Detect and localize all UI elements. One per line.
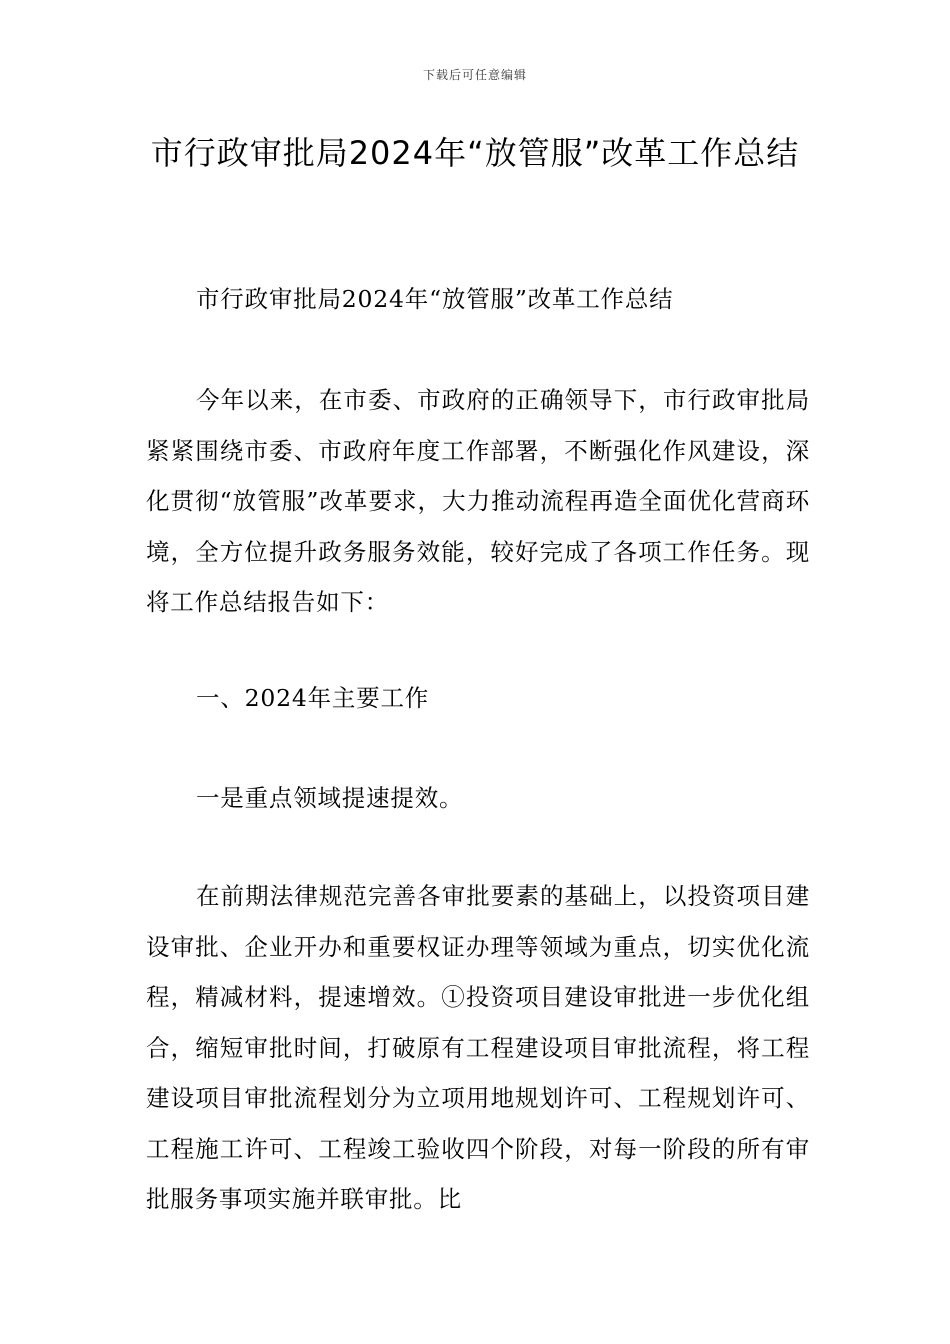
paragraph-subtitle: 市行政审批局2024年“放管服”改革工作总结 (196, 285, 674, 313)
paragraph-body: 在前期法律规范完善各审批要素的基础上，以投资项目建设审批、企业开办和重要权证办理等领域为重点，切实优化流程，精减材料，提速增效。①投资项目建设审批进一步优化组合，缩短审批时间，打破原有工程建设项目审批流程，将工程建设项目审批流程划分为立项用地规划许可、工程规划许可、工程施工许可、工程竣工验收四个阶段，对每一阶段的所有审批服务事项实施并联审批。比 (146, 882, 810, 1213)
paragraph-intro: 今年以来，在市委、市政府的正确领导下，市行政审批局紧紧围绕市委、市政府年度工作部署，不断强化作风建设，深化贯彻“放管服”改革要求，大力推动流程再造全面优化营商环境，全方位提升政务服务效能，较好完成了各项工作任务。现将工作总结报告如下： (146, 386, 810, 616)
section-heading: 一、2024年主要工作 (196, 684, 430, 712)
subsection-heading: 一是重点领域提速提效。 (196, 784, 464, 812)
document-title: 市行政审批局2024年“放管服”改革工作总结 (150, 134, 800, 172)
header-note: 下载后可任意编辑 (422, 68, 527, 82)
